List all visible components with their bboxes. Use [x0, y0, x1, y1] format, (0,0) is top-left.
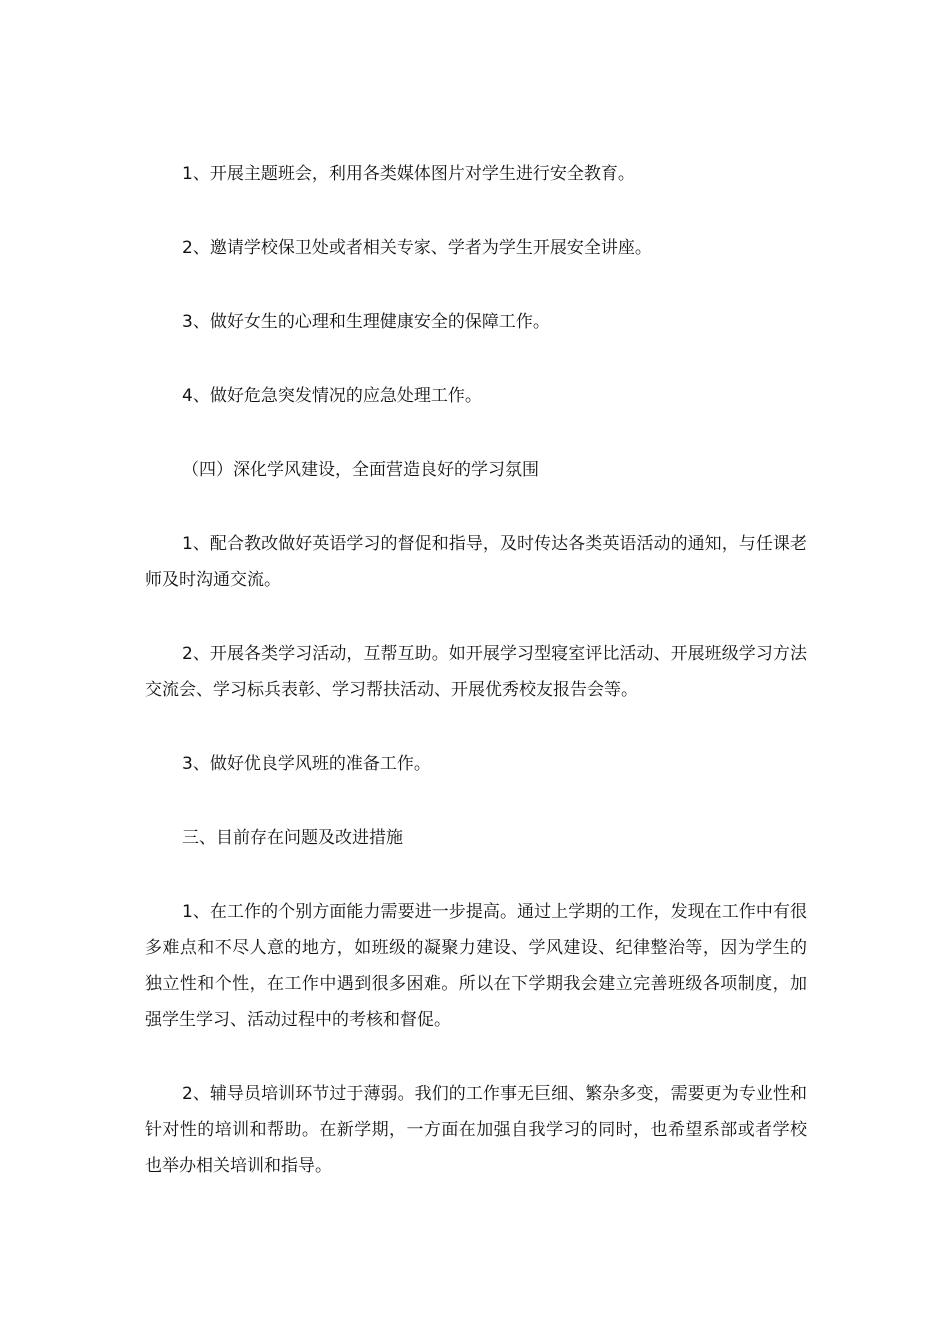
- paragraph-english-study: 1、配合教改做好英语学习的督促和指导，及时传达各类英语活动的通知，与任课老师及时沟通交流。: [145, 534, 807, 590]
- paragraph-emergency-handling: 4、做好危急突发情况的应急处理工作。: [182, 386, 482, 406]
- paragraph-female-health: 3、做好女生的心理和生理健康安全的保障工作。: [182, 312, 550, 332]
- paragraph-counselor-training: 2、辅导员培训环节过于薄弱。我们的工作事无巨细、繁杂多变，需要更为专业性和针对性的培训和帮助。在新学期，一方面在加强自我学习的同时，也希望系部或者学校也举办相关培训和指导。: [145, 1084, 807, 1176]
- paragraph-ability-improvement: 1、在工作的个别方面能力需要进一步提高。通过上学期的工作，发现在工作中有很多难点和不尽人意的地方，如班级的凝聚力建设、学风建设、纪律整治等，因为学生的独立性和个性，在工作中遇到很多困难。所以在下学期我会建立完善班级各项制度，加强学生学习、活动过程中的考核和督促。: [145, 902, 807, 1030]
- document-body: [145, 156, 807, 1222]
- paragraph-study-activities: 2、开展各类学习活动，互帮互助。如开展学习型寝室评比活动、开展班级学习方法交流会、学习标兵表彰、学习帮扶活动、开展优秀校友报告会等。: [145, 644, 807, 700]
- paragraph-excellent-class: 3、做好优良学风班的准备工作。: [182, 754, 431, 774]
- section-heading-study-style: （四）深化学风建设，全面营造良好的学习氛围: [182, 460, 539, 480]
- section-heading-problems: 三、目前存在问题及改进措施: [182, 828, 403, 848]
- paragraph-safety-lecture: 2、邀请学校保卫处或者相关专家、学者为学生开展安全讲座。: [182, 238, 652, 258]
- paragraph-safety-class-meeting: 1、开展主题班会，利用各类媒体图片对学生进行安全教育。: [182, 164, 635, 184]
